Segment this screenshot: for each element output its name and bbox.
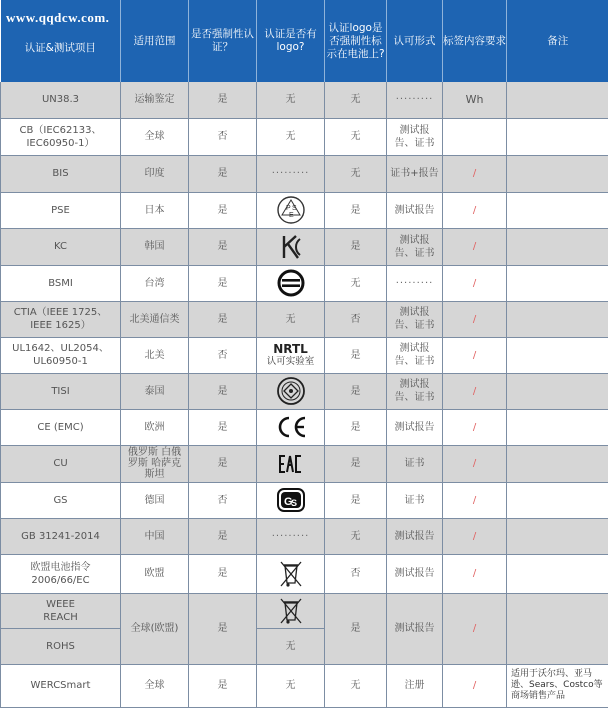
remark-cell [507,482,608,518]
remark-cell [507,82,608,118]
mandatory-cell: 是 [189,192,257,228]
mandatory-cell: 是 [189,409,257,445]
scope-cell: 全球(欧盟) [121,593,189,664]
table-row [1,373,608,409]
form-cell: 证书+报告 [387,155,443,192]
header-cell: 备注 [507,0,608,82]
mandatory-cell: 是 [189,301,257,337]
logo-mandatory-cell: 是 [325,445,387,482]
logo-cell [257,482,325,518]
logo-mandatory-cell: 无 [325,664,387,707]
label-req-cell: Wh [443,82,507,118]
kc-logo-icon [279,233,303,261]
logo-mandatory-cell: 是 [325,593,387,664]
scope-cell: 北美 [121,337,189,373]
form-cell: 证书 [387,445,443,482]
mandatory-cell: 是 [189,373,257,409]
scope-cell: 运输鉴定 [121,82,189,118]
remark-cell [507,155,608,192]
logo-mandatory-cell: 无 [325,518,387,554]
logo-mandatory-cell: 是 [325,482,387,518]
item-cell: WEEE REACH [1,593,121,628]
label-req-cell: / [443,409,507,445]
pse-logo-icon [276,195,306,225]
form-cell: 测试报告、证书 [387,373,443,409]
remark-cell [507,518,608,554]
form-cell: ········· [387,265,443,301]
mandatory-cell: 是 [189,228,257,265]
logo-cell: ········· [257,155,325,192]
table-row [1,482,608,518]
item-cell: UL1642、UL2054、UL60950-1 [1,337,121,373]
form-cell: 测试报告 [387,593,443,664]
table-row [1,409,608,445]
label-req-cell: / [443,664,507,707]
mandatory-cell: 是 [189,554,257,593]
header-cell: 认证是否有logo? [257,0,325,82]
header-cell: 认可形式 [387,0,443,82]
form-cell: 证书 [387,482,443,518]
scope-cell: 韩国 [121,228,189,265]
logo-cell: 无 [257,664,325,707]
table-row [1,155,608,192]
scope-cell: 泰国 [121,373,189,409]
form-cell: 测试报告 [387,518,443,554]
mandatory-cell: 是 [189,155,257,192]
label-req-cell: / [443,228,507,265]
scope-cell: 全球 [121,118,189,155]
item-cell: PSE [1,192,121,228]
form-cell: 测试报告 [387,409,443,445]
gs-logo-icon [276,487,306,513]
table-row [1,445,608,482]
item-cell: BIS [1,155,121,192]
form-cell: 测试报告 [387,554,443,593]
nrtl-logo-subtext: 认可实验室 [257,356,324,367]
header-cell: 标签内容要求 [443,0,507,82]
label-req-cell: / [443,265,507,301]
scope-cell: 日本 [121,192,189,228]
item-cell: UN38.3 [1,82,121,118]
label-req-cell: / [443,337,507,373]
form-cell: 测试报告、证书 [387,228,443,265]
mandatory-cell: 是 [189,445,257,482]
item-cell: TISI [1,373,121,409]
svg-text:S: S [291,498,297,508]
table-row [1,118,608,155]
table-row [1,593,608,628]
logo-cell: 无 [257,301,325,337]
table-row [1,228,608,265]
watermark: www.qqdcw.com. [6,10,109,26]
mandatory-cell: 是 [189,593,257,664]
logo-cell: 无 [257,118,325,155]
mandatory-cell: 否 [189,337,257,373]
mandatory-cell: 否 [189,482,257,518]
table-row [1,82,608,118]
logo-mandatory-cell: 是 [325,228,387,265]
ce-logo-icon [274,415,308,439]
scope-cell: 欧盟 [121,554,189,593]
logo-cell [257,593,325,628]
scope-cell: 俄罗斯 白俄罗斯 哈萨克斯坦 [121,445,189,482]
form-cell: 测试报告、证书 [387,118,443,155]
label-req-cell: / [443,445,507,482]
mandatory-cell: 是 [189,82,257,118]
table-row [1,301,608,337]
item-cell: BSMI [1,265,121,301]
item-cell: GB 31241-2014 [1,518,121,554]
remark-cell: 适用于沃尔玛、亚马逊、Sears、Costco等商场销售产品 [507,664,608,707]
scope-cell: 欧洲 [121,409,189,445]
header-cell: 适用范围 [121,0,189,82]
remark-cell [507,445,608,482]
header-cell: 认证logo是否强制性标示在电池上? [325,0,387,82]
mandatory-cell: 是 [189,265,257,301]
logo-mandatory-cell: 无 [325,82,387,118]
wheelie-bin-icon [278,596,304,626]
label-req-cell: / [443,301,507,337]
table-row [1,664,608,707]
logo-mandatory-cell: 是 [325,373,387,409]
label-req-cell: / [443,593,507,664]
logo-mandatory-cell: 无 [325,155,387,192]
table-row [1,192,608,228]
logo-cell: ········· [257,518,325,554]
header-cell: 认证&测试项目 [1,0,121,82]
remark-cell [507,373,608,409]
remark-cell [507,118,608,155]
remark-cell [507,228,608,265]
logo-cell: 无 [257,628,325,664]
logo-mandatory-cell: 是 [325,192,387,228]
table-row [1,337,608,373]
item-cell: KC [1,228,121,265]
logo-cell [257,445,325,482]
eac-logo-icon [278,453,304,475]
label-req-cell: / [443,482,507,518]
form-cell: 测试报告、证书 [387,337,443,373]
remark-cell [507,192,608,228]
wheelie-bin-icon [278,559,304,589]
label-req-cell [443,118,507,155]
mandatory-cell: 是 [189,664,257,707]
label-req-cell: / [443,155,507,192]
table-row [1,518,608,554]
bsmi-logo-icon [276,269,306,297]
logo-mandatory-cell: 无 [325,118,387,155]
scope-cell: 德国 [121,482,189,518]
logo-cell: 无 [257,82,325,118]
label-req-cell: / [443,554,507,593]
form-cell: 测试报告 [387,192,443,228]
scope-cell: 北美通信类 [121,301,189,337]
svg-text:G: G [284,496,293,508]
remark-cell [507,554,608,593]
label-req-cell: / [443,192,507,228]
item-cell: GS [1,482,121,518]
item-cell: 欧盟电池指令 2006/66/EC [1,554,121,593]
mandatory-cell: 否 [189,118,257,155]
mandatory-cell: 是 [189,518,257,554]
form-cell: 注册 [387,664,443,707]
remark-cell [507,301,608,337]
remark-cell [507,593,608,664]
scope-cell: 全球 [121,664,189,707]
table-row [1,265,608,301]
logo-cell [257,337,325,373]
logo-cell [257,554,325,593]
logo-cell [257,192,325,228]
logo-cell [257,373,325,409]
item-cell: CB（IEC62133、IEC60950-1） [1,118,121,155]
scope-cell: 台湾 [121,265,189,301]
label-req-cell: / [443,518,507,554]
logo-mandatory-cell: 是 [325,409,387,445]
scope-cell: 中国 [121,518,189,554]
form-cell: 测试报告、证书 [387,301,443,337]
logo-cell [257,228,325,265]
logo-mandatory-cell: 否 [325,301,387,337]
table-row [1,554,608,593]
logo-cell [257,409,325,445]
remark-cell [507,409,608,445]
svg-text:S: S [292,205,297,212]
logo-cell [257,265,325,301]
item-cell: CTIA（IEEE 1725、IEEE 1625） [1,301,121,337]
header-cell: 是否强制性认证？ [189,0,257,82]
svg-text:E: E [289,212,294,219]
logo-mandatory-cell: 是 [325,337,387,373]
tisi-logo-icon [276,376,306,406]
remark-cell [507,337,608,373]
remark-cell [507,265,608,301]
logo-mandatory-cell: 无 [325,265,387,301]
nrtl-logo-text: NRTL [257,343,324,356]
item-cell: WERCSmart [1,664,121,707]
form-cell: ········· [387,82,443,118]
item-cell: CE (EMC) [1,409,121,445]
item-cell: ROHS [1,628,121,664]
logo-mandatory-cell: 否 [325,554,387,593]
label-req-cell: / [443,373,507,409]
item-cell: CU [1,445,121,482]
svg-text:P: P [286,205,291,212]
scope-cell: 印度 [121,155,189,192]
